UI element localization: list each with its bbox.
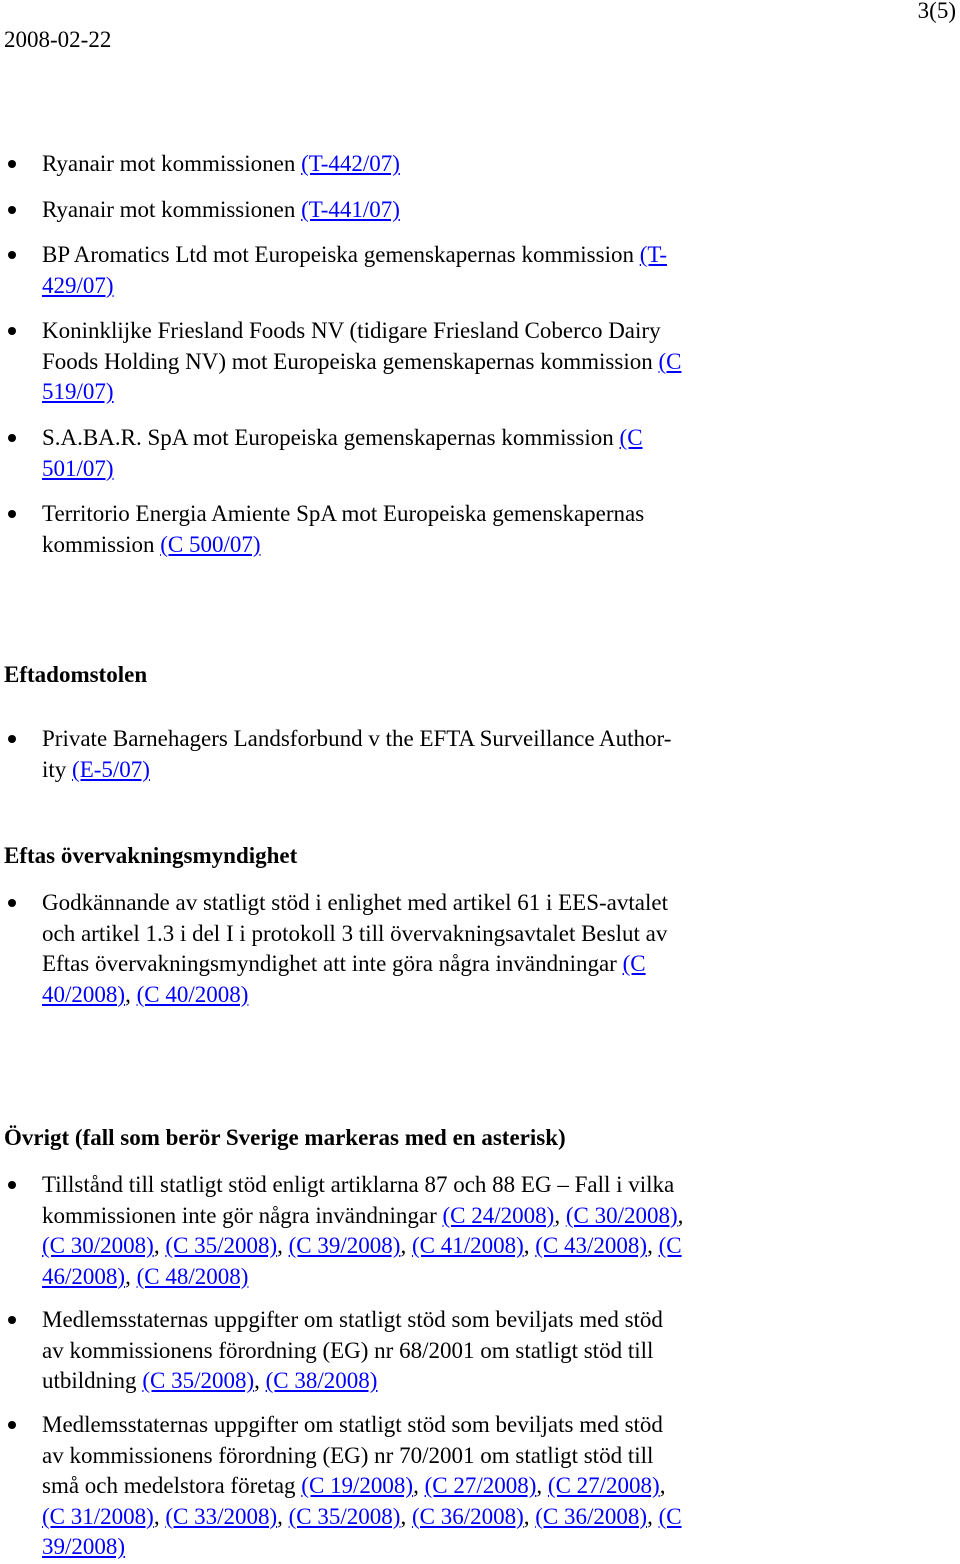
- case-reference-link[interactable]: (T-441/07): [301, 197, 400, 222]
- list-item: [42, 423, 792, 484]
- case-reference-link[interactable]: (C 35/2008): [142, 1368, 255, 1393]
- case-reference-link[interactable]: (C 501/07): [42, 425, 643, 481]
- case-reference-link[interactable]: (C 36/2008): [411, 1503, 524, 1529]
- case-reference-link[interactable]: (C 46/2008): [42, 1233, 682, 1289]
- case-reference-link[interactable]: (C 30/2008): [42, 1233, 154, 1258]
- section-heading-efta-court: Eftadomstolen: [4, 662, 148, 687]
- list-item: [42, 240, 792, 301]
- case-reference-link[interactable]: (T- 429/07): [42, 242, 667, 298]
- item-text: Private Barnehagers Landsforbund v the EFTA Surveillance Author- ity: [42, 726, 672, 782]
- item-text: Medlemsstaternas uppgifter om statligt stöd som beviljats med stöd av kommissionens förordning (EG) nr 70/2001 om statligt stöd till små och medelstora företag: [42, 1412, 663, 1498]
- list-item: Medlemsstaternas uppgifter om statligt stöd som beviljats med stöd av kommissionens förordning (EG) nr 68/2001 om statligt stöd till utbildning (C 35/2008), (C 38/2008): [42, 1305, 792, 1397]
- case-reference-link[interactable]: (C 30/2008): [565, 1202, 678, 1228]
- case-reference-link[interactable]: (C 35/2008): [165, 1233, 278, 1258]
- list-item: Godkännande av statligt stöd i enlighet med artikel 61 i EES-avtalet och artikel 1.3 i del I i protokoll 3 till övervakningsavtalet Beslut av Eftas övervakningsmyndighet att inte göra några invändningar (C 40/2008), (C 40/2008): [42, 888, 792, 1010]
- case-reference-link[interactable]: (C 38/2008): [265, 1368, 378, 1393]
- case-reference-link[interactable]: (C 33/2008): [165, 1503, 278, 1529]
- case-reference-link[interactable]: (C 40/2008): [42, 951, 646, 1007]
- case-reference-link[interactable]: (C 48/2008): [136, 1263, 249, 1289]
- list-item: Tillstånd till statligt stöd enligt artiklarna 87 och 88 EG – Fall i vilka kommissionen inte gör några invändningar (C 24/2008), (C 30/2008), (C 30/2008), (C 35/2008), (C 39/2008), (C 41/2008), (C 43/2008), (C 46/2008), (C 48/2008): [42, 1170, 792, 1292]
- page-number: 3(5): [917, 0, 956, 23]
- item-text: BP Aromatics Ltd mot Europeiska gemenskapernas kommission: [42, 242, 640, 267]
- case-reference-link[interactable]: (C 40/2008): [136, 981, 249, 1007]
- case-reference-link[interactable]: (C 36/2008): [535, 1503, 648, 1529]
- list-item: [42, 499, 792, 560]
- list-item: [42, 149, 792, 180]
- case-reference-link[interactable]: (C 500/07): [160, 531, 261, 557]
- item-text: Koninklijke Friesland Foods NV (tidigare Friesland Coberco Dairy Foods Holding NV) mot Europeiska gemenskapernas kommission: [42, 318, 661, 374]
- item-text: S.A.BA.R. SpA mot Europeiska gemenskapernas kommission: [42, 425, 620, 450]
- list-item: [42, 316, 792, 408]
- case-reference-link[interactable]: (C 39/2008): [42, 1503, 682, 1559]
- item-text: Ryanair mot kommissionen: [42, 151, 302, 176]
- section-heading-efta-authority: Eftas övervakningsmyndighet: [4, 843, 298, 868]
- item-text: Territorio Energia Amiente SpA mot Europeiska gemenskapernas kommission: [42, 501, 645, 557]
- item-text: Godkännande av statligt stöd i enlighet med artikel 61 i EES-avtalet och artikel 1.3 i del I i protokoll 3 till övervakningsavtalet Beslut av Eftas övervakningsmyndighet att inte göra några invändningar: [42, 890, 668, 976]
- list-item: Medlemsstaternas uppgifter om statligt stöd som beviljats med stöd av kommissionens förordning (EG) nr 70/2001 om statligt stöd till små och medelstora företag (C 19/2008), (C 27/2008), (C 27/2008), (C 31/2008), (C 33/2008), (C 35/2008), (C 36/2008), (C 36/2008), (C 39/2008): [42, 1410, 792, 1563]
- case-reference-link[interactable]: (C 41/2008): [411, 1233, 524, 1258]
- case-reference-link[interactable]: (C 27/2008): [547, 1473, 660, 1498]
- case-reference-link[interactable]: (C 519/07): [42, 348, 682, 404]
- case-reference-link[interactable]: (T-442/07): [301, 151, 400, 176]
- item-text: Medlemsstaternas uppgifter om statligt stöd som beviljats med stöd av kommissionens förordning (EG) nr 68/2001 om statligt stöd till utbildning: [42, 1307, 663, 1393]
- case-reference-link[interactable]: (C 39/2008): [288, 1233, 401, 1258]
- case-reference-link[interactable]: (C 43/2008): [535, 1233, 648, 1258]
- case-reference-link[interactable]: (E-5/07): [72, 756, 150, 782]
- list-item: [42, 195, 792, 226]
- item-text: Tillstånd till statligt stöd enligt artiklarna 87 och 88 EG – Fall i vilka kommissionen inte gör några invändningar: [42, 1172, 675, 1228]
- list-item: [42, 724, 792, 785]
- case-reference-link[interactable]: (C 35/2008): [288, 1503, 401, 1529]
- section-heading-other: Övrigt (fall som berör Sverige markeras med en asterisk): [4, 1125, 566, 1150]
- case-reference-link[interactable]: (C 27/2008): [424, 1473, 537, 1498]
- item-text: Ryanair mot kommissionen: [42, 197, 302, 222]
- case-reference-link[interactable]: (C 19/2008): [301, 1473, 414, 1498]
- header-date: 2008-02-22: [4, 27, 112, 52]
- case-reference-link[interactable]: (C 31/2008): [42, 1503, 154, 1529]
- case-reference-link[interactable]: (C 24/2008): [442, 1202, 555, 1228]
